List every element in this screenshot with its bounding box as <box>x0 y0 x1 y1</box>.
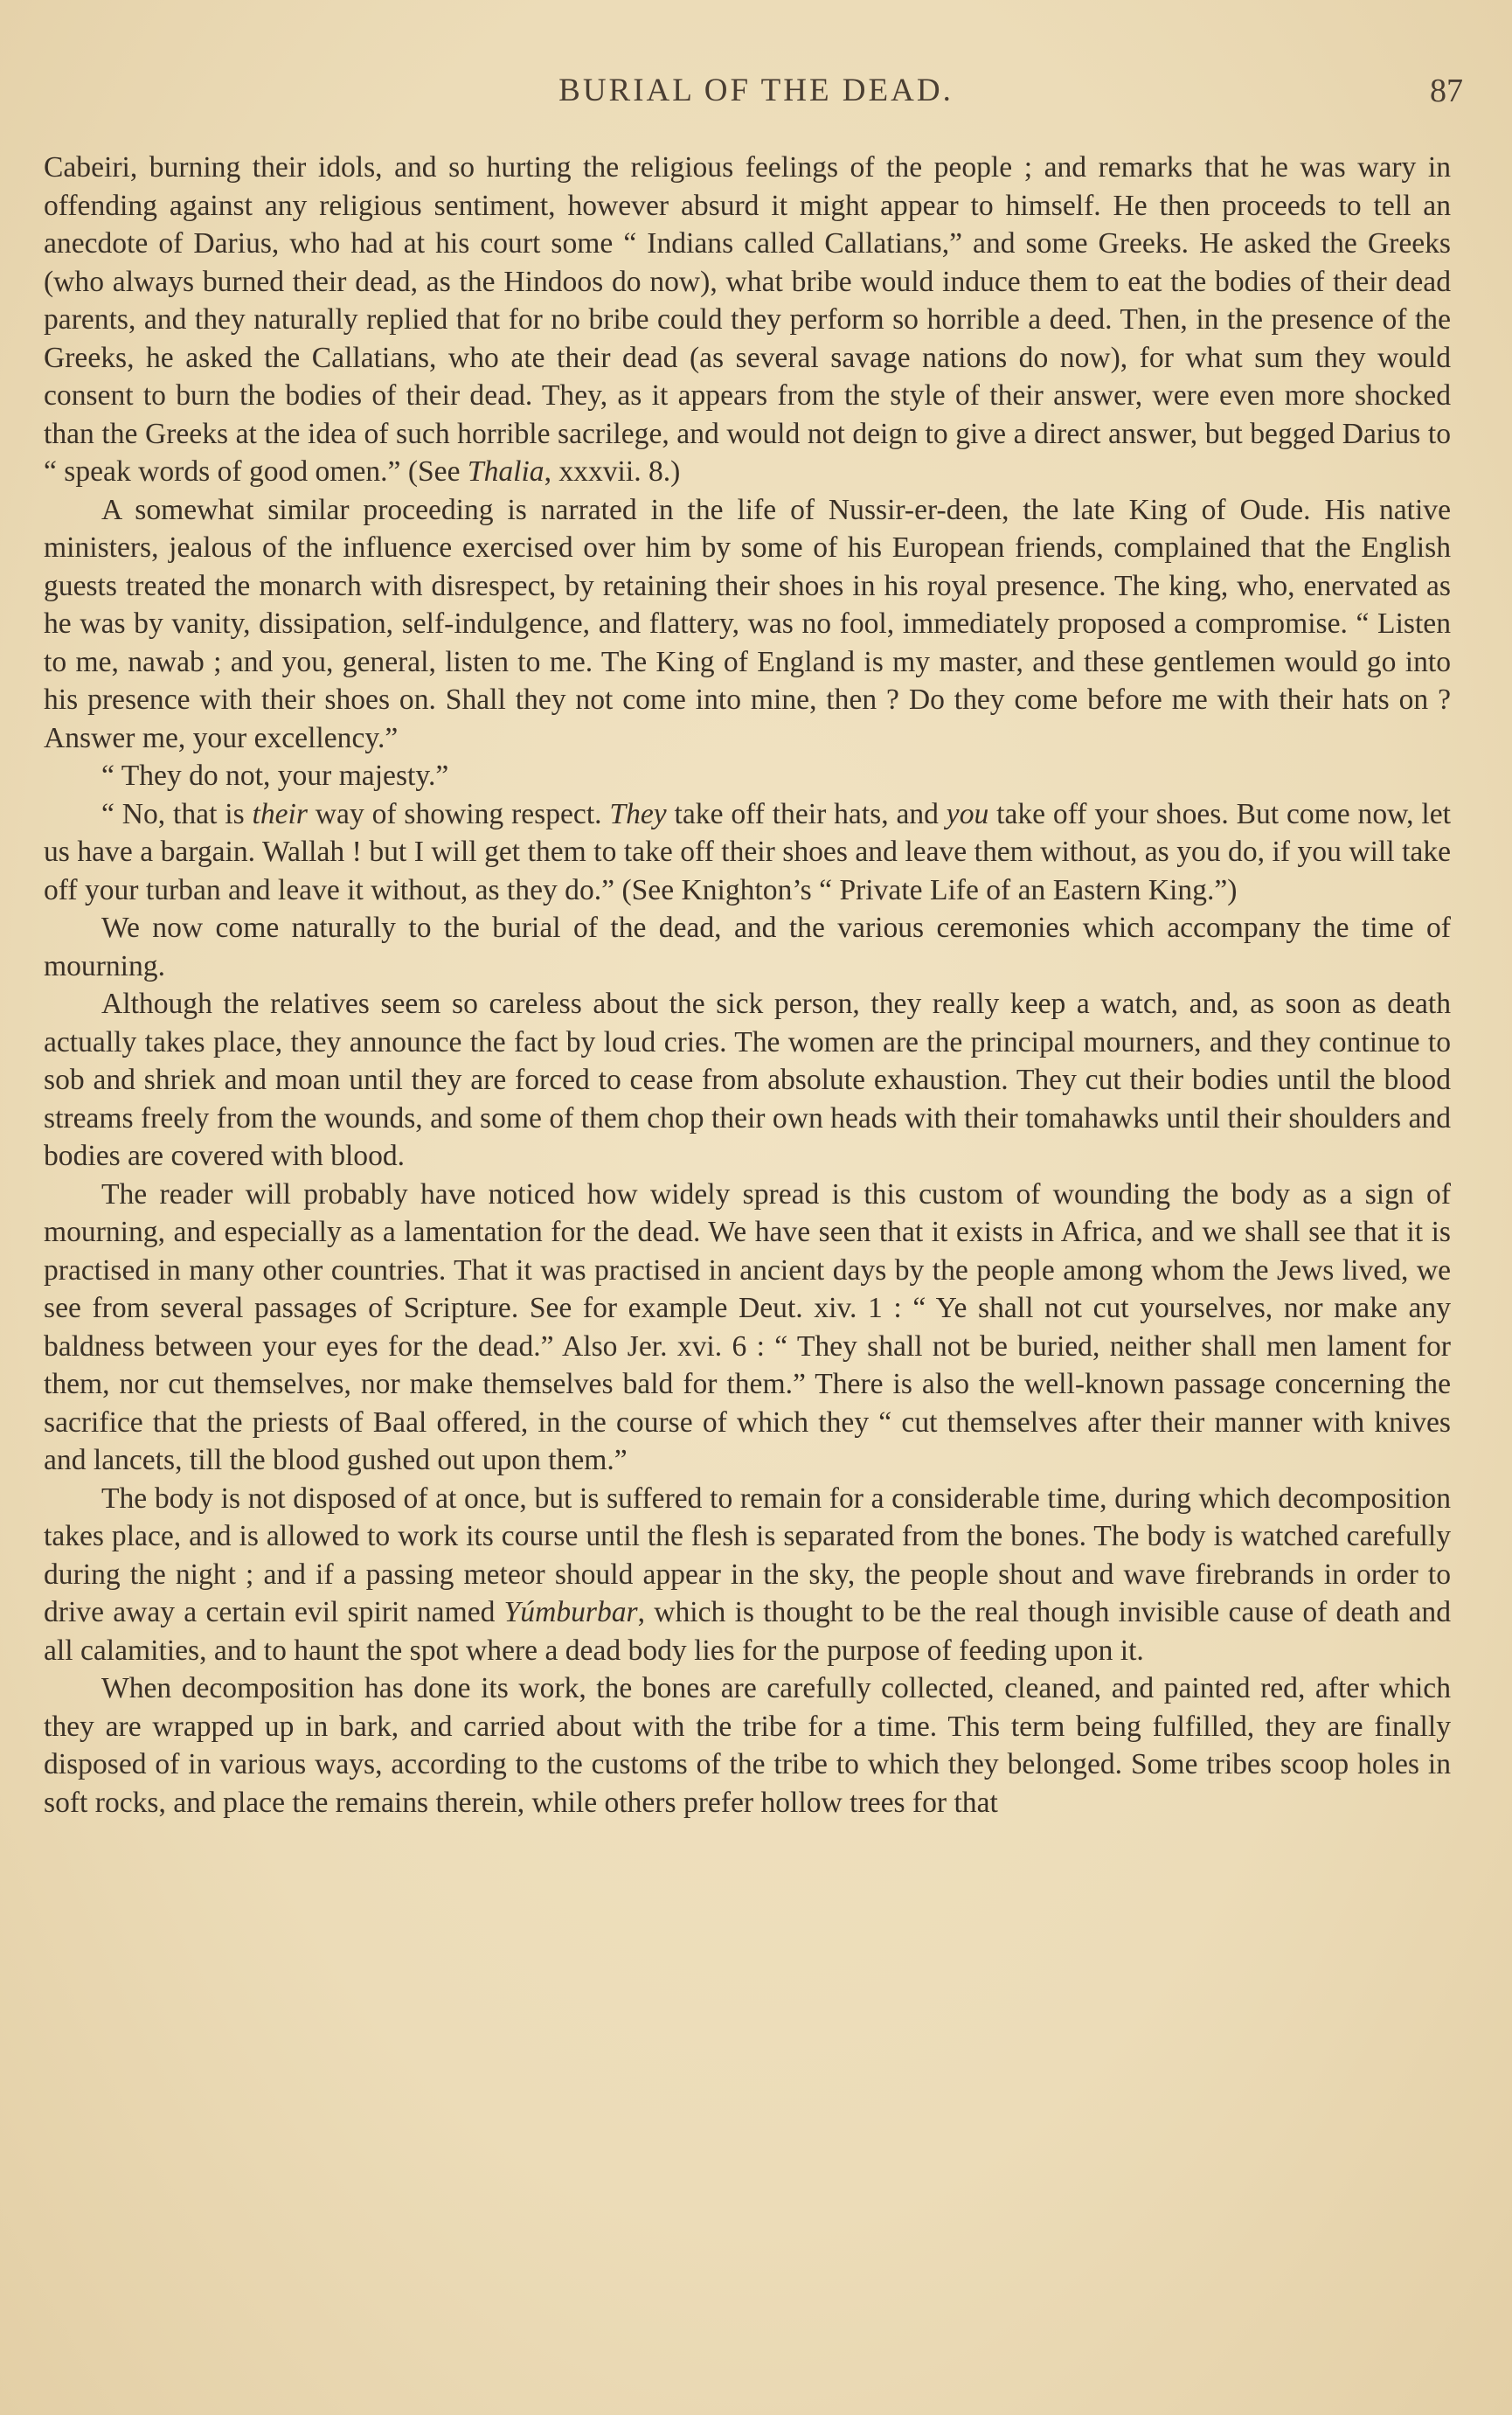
running-head: BURIAL OF THE DEAD. <box>558 73 954 108</box>
paragraph-8-text-end: , which is thought to be the real though invisible cause of death and all calamities, and to haunt the spot where a dead body lies for the purpose of feeding upon it. <box>44 1596 1451 1667</box>
paragraph-7: The reader will probably have noticed how widely spread is this custom of wounding the body as a sign of mourning, and especially as a lamentation for the dead. We have seen that it exists in Africa, and we shall see that it is practised in many other countries. That it was practised in ancient days by the people among whom the Jews lived, we see from several passages of Scripture. See for example Deut. xiv. 1 : “ Ye shall not cut yourselves, nor make any baldness between your eyes for the dead.” Also Jer. xvi. 6 : “ They shall not be buried, neither shall men lament for them, nor cut themselves, nor make themselves bald for them.” There is also the well-known passage concerning the sacrifice that the priests of Baal offered, in the course of which they “ cut themselves after their manner with knives and lancets, till the blood gushed out upon them.” <box>44 1177 1451 1476</box>
paragraph-4-italic-1: their <box>252 797 308 830</box>
paragraph-4-text-b: way of showing respect. <box>307 797 610 830</box>
paragraph-1-text-end: , xxxvii. 8.) <box>544 455 681 488</box>
body-text <box>44 149 1451 1822</box>
paragraph-3: “ They do not, your majesty.” <box>101 760 449 792</box>
paragraph-8-italic: Yúmburbar <box>503 1596 638 1628</box>
paragraph-4-text-c: take off their hats, and <box>666 797 947 830</box>
paragraph-4 <box>44 795 1451 910</box>
paragraph-9: When decomposition has done its work, the bones are carefully collected, cleaned, and painted red, after which they are wrapped up in bark, and carried about with the tribe for a time. This term being fulfilled, they are finally disposed of in various ways, according to the customs of the tribe to which they belonged. Some tribes scoop holes in soft rocks, and place the remains therein, while others prefer hollow trees for that <box>44 1672 1451 1819</box>
paragraph-6: Although the relatives seem so careless about the sick person, they really keep a watch, and, as soon as death actually takes place, they announce the fact by loud cries. The women are the principal mourners, and they continue to sob and shriek and moan until they are forced to cease from absolute exhaustion. They cut their bodies until the blood streams freely from the wounds, and some of them chop their own heads with their tomahawks until their shoulders and bodies are covered with blood. <box>44 988 1451 1172</box>
paragraph-1-italic: Thalia <box>467 455 544 488</box>
paragraph-1 <box>44 149 1451 491</box>
paragraph-2: A somewhat similar proceeding is narrated in the life of Nussir-er-deen, the late King of Oude. His native ministers, jealous of the influence exercised over him by some of his European friends, complained that the English guests treated the monarch with disrespect, by retaining their shoes in his royal presence. The king, who, enervated as he was by vanity, dissipation, self-indulgence, and flattery, was no fool, immediately proposed a compromise. “ Listen to me, nawab ; and you, general, listen to me. The King of England is my master, and these gentlemen would go into his presence with their shoes on. Shall they not come into mine, then ? Do they come before me with their hats on ? Answer me, your excellency.” <box>44 493 1451 754</box>
paragraph-4-italic-3: you <box>946 797 989 830</box>
page-number: 87 <box>1430 73 1463 109</box>
paragraph-4-italic-2: They <box>609 797 667 830</box>
paragraph-8-text: The body is not disposed of at once, but is suffered to remain for a considerable time, during which decomposition takes place, and is allowed to work its course until the flesh is separated from the bones. The body is watched carefully during the night ; and if a passing meteor should appear in the sky, the people shout and wave firebrands in order to drive away a certain evil spirit named <box>44 1482 1451 1628</box>
paragraph-5: We now come naturally to the burial of the dead, and the various ceremonies which accompany the time of mourning. <box>44 912 1451 982</box>
paragraph-8 <box>44 1480 1451 1670</box>
page-header <box>0 72 1512 121</box>
paragraph-4-text-d: take off your shoes. But come now, let us have a bargain. Wallah ! but I will get them to take off their shoes and leave them without, as you do, if you will take off your turban and leave it without, as they do.” (See Knighton’s “ Private Life of an Eastern King.”) <box>44 797 1451 906</box>
paragraph-1-text: Cabeiri, burning their idols, and so hurting the religious feelings of the people ; and remarks that he was wary in offending against any religious sentiment, however absurd it might appear to himself. He then proceeds to tell an anecdote of Darius, who had at his court some “ Indians called Callatians,” and some Greeks. He asked the Greeks (who always burned their dead, as the Hindoos do now), what bribe would induce them to eat the bodies of their dead parents, and they naturally replied that for no bribe could they perform so horrible a deed. Then, in the presence of the Greeks, he asked the Callatians, who ate their dead (as several savage nations do now), for what sum they would consent to burn the bodies of their dead. They, as it appears from the style of their answer, were even more shocked than the Greeks at the idea of such horrible sacrilege, and would not deign to give a direct answer, but begged Darius to “ speak words of good omen.” (See <box>44 151 1451 488</box>
paragraph-4-text-a: “ No, that is <box>101 797 253 830</box>
